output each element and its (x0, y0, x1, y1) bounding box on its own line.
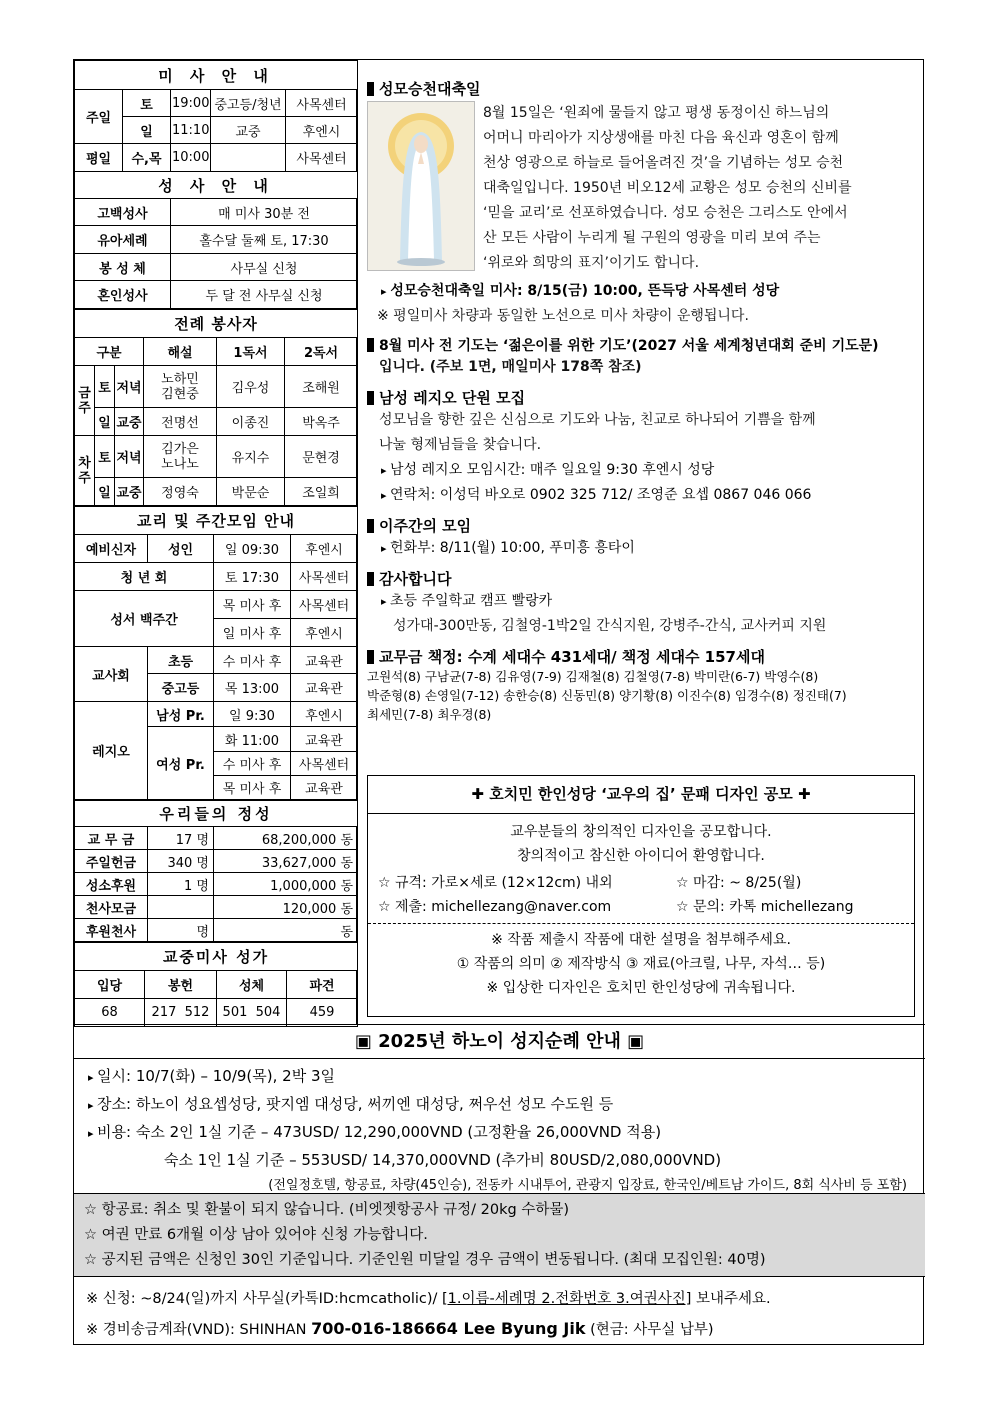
server-reader2: 박옥주 (285, 408, 358, 436)
legio-men-place: 후엔시 (291, 702, 358, 727)
pilgrimage-incl: (전일정호텔, 항공료, 차량(45인승), 전동카 시내투어, 관광지 입장료, 한국인/베트남 가이드, 8회 식사비 등 포함) (268, 1178, 907, 1193)
legio-women-time: 수 미사 후 (214, 752, 291, 776)
offering-name: 천사모금 (75, 896, 148, 919)
server-commentary: 정영숙 (144, 478, 217, 506)
hymn-header: 봉헌 (145, 971, 217, 999)
mass-group: 평일 (75, 144, 123, 172)
pilgrimage-section (74, 1024, 925, 1346)
server-mass: 교중 (115, 408, 144, 436)
account-b: 700-016-186664 Lee Byung Jik (311, 1319, 586, 1338)
server-commentary: 김가은 노나노 (144, 436, 217, 478)
offering-name: 주일헌금 (75, 850, 148, 873)
mass-time: 19:00 (171, 90, 211, 117)
assumption-line: 천상 영광으로 하늘로 들어올려진 것’을 기념하는 성모 승천 (483, 155, 844, 171)
thanks-detail: 성가대-300만동, 김철영-1박2일 간식지원, 강병주-간식, 교사커피 지원 (393, 618, 827, 634)
offering-count: 17 명 (148, 827, 214, 850)
mass-title: 미 사 안 내 (75, 61, 358, 90)
sacrament-name: 고백성사 (75, 199, 171, 226)
warning-line: ☆ 항공료: 취소 및 환불이 되지 않습니다. (비엣젯항공사 규정/ 20kg 수하물) (84, 1202, 570, 1218)
teachers-place: 교육관 (291, 647, 358, 674)
legio-women-time: 화 11:00 (214, 727, 291, 752)
legio-men-time: 일 9:30 (214, 702, 291, 727)
server-day: 일 (95, 478, 115, 506)
teachers-type: 초등 (148, 647, 214, 674)
teachers-time: 수 미사 후 (214, 647, 291, 674)
legio-heading: 남성 레지오 단원 모집 (367, 387, 919, 408)
mary-illustration (368, 102, 474, 270)
meetings-title: 교리 및 주간모임 안내 (75, 507, 358, 535)
schedule-table (74, 60, 358, 309)
pilgrimage-line: ▸ 장소: 하노이 성요셉성당, 팟지엠 대성당, 써끼엔 대성당, 쩌우선 성모 수도원 등 (88, 1091, 911, 1119)
server-mass: 저녁 (115, 366, 144, 408)
prayer-line2: 입니다. (주보 1면, 매일미사 178쪽 참조) (379, 359, 642, 375)
assumption-line: ‘위로와 희망의 표지’이기도 합니다. (483, 255, 700, 271)
bible-place: 후엔시 (291, 619, 358, 647)
right-column (359, 60, 925, 1024)
legio-line: 나눌 형제님들을 찾습니다. (379, 437, 542, 453)
contest-box (367, 775, 915, 1017)
offering-name: 후원천사 (75, 919, 148, 942)
offering-amount: 1,000,000 동 (214, 873, 358, 896)
apply-line (86, 1285, 915, 1314)
server-day: 토 (95, 366, 115, 408)
catechumen-place: 후엔시 (291, 535, 358, 563)
contest-spec: ☆ 규격: 가로×세로 (12×12cm) 내외 (378, 875, 613, 891)
sacrament-name: 유아세례 (75, 226, 171, 254)
hymn-header: 파견 (287, 971, 358, 999)
sacrament-name: 봉 성 체 (75, 254, 171, 281)
youth-label: 청 년 회 (75, 563, 214, 591)
pilgrimage-line: ▸ 일시: 10/7(화) – 10/9(목), 2박 3일 (88, 1063, 911, 1091)
assumption-line: 어머니 마리아가 지상생애를 마친 다음 육신과 영혼이 함께 (483, 130, 839, 146)
teachers-place: 교육관 (291, 674, 358, 702)
hymn-header: 성체 (217, 971, 287, 999)
legio-meeting: ▸ 남성 레지오 모임시간: 매주 일요일 9:30 후엔시 성당 (367, 458, 919, 483)
apply-a: ※ 신청: ~8/24(일)까지 사무실(카톡ID:hcmcatholic)/ (86, 1291, 443, 1307)
teachers-time: 목 13:00 (214, 674, 291, 702)
contest-line: 교우분들의 창의적인 디자인을 공모합니다. (510, 824, 772, 840)
mass-place: 사목센터 (286, 90, 358, 117)
tithe-heading: 교무금 책정: 수계 세대수 431세대/ 책정 세대수 157세대 (367, 646, 919, 667)
offering-name: 성소후원 (75, 873, 148, 896)
bible-label: 성서 백주간 (75, 591, 214, 647)
offering-amount: 33,627,000 동 (214, 850, 358, 873)
bible-time: 일 미사 후 (214, 619, 291, 647)
tithe-line: 박준형(8) 손영일(7-12) 송한승(8) 신동민(8) 양기황(8) 이진수(8) 임경수(8) 정진태(7) (367, 688, 847, 703)
contest-title: ✚ 호치민 한인성당 ‘교우의 집’ 문패 디자인 공모 ✚ (368, 776, 914, 814)
sacrament-title: 성 사 안 내 (75, 172, 358, 199)
servers-header: 2독서 (285, 338, 358, 366)
hymn-value: 217 512 (145, 999, 217, 1027)
server-day: 토 (95, 436, 115, 478)
server-reader2: 조일희 (285, 478, 358, 506)
mass-target: 교중 (211, 117, 286, 144)
hymn-value: 68 (75, 999, 145, 1027)
teachers-type: 중고등 (148, 674, 214, 702)
prayer-line1: 8월 미사 전 기도는 ‘젊은이를 위한 기도’(2027 서울 세계청년대회 준비 기도문) (367, 335, 919, 355)
sacrament-value: 홀수달 둘째 토, 17:30 (171, 226, 358, 254)
offering-title: 우리들의 정성 (75, 801, 358, 827)
mass-day: 일 (123, 117, 171, 144)
contest-note: ① 작품의 의미 ② 제작방식 ③ 재료(아크릴, 나무, 자석… 등) (456, 956, 826, 972)
contest-note: ※ 입상한 디자인은 호치민 한인성당에 귀속됩니다. (486, 980, 796, 996)
server-reader1: 이종진 (217, 408, 285, 436)
legio-women-place: 교육관 (291, 727, 358, 752)
server-reader2: 조해원 (285, 366, 358, 408)
assumption-line: 8월 15일은 ‘원죄에 물들지 않고 평생 동정이신 하느님의 (483, 105, 830, 121)
offering-amount: 68,200,000 동 (214, 827, 358, 850)
servers-header: 해설 (144, 338, 217, 366)
warning-line: ☆ 공지된 금액은 신청인 30인 기준입니다. 기준인원 미달일 경우 금액이 변동됩니다. (최대 모집인원: 40명) (84, 1252, 766, 1268)
sacrament-name: 혼인성사 (75, 281, 171, 309)
server-mass: 교중 (115, 478, 144, 506)
server-reader2: 문현경 (285, 436, 358, 478)
sacrament-value: 매 미사 30분 전 (171, 199, 358, 226)
server-reader1: 박문순 (217, 478, 285, 506)
sacrament-value: 두 달 전 사무실 신청 (171, 281, 358, 309)
assumption-note: ※ 평일미사 차량과 동일한 노선으로 미사 차량이 운행됩니다. (377, 308, 749, 324)
mass-time: 11:10 (171, 117, 211, 144)
contest-line: 창의적이고 참신한 아이디어 환영합니다. (517, 848, 765, 864)
offering-count (148, 896, 214, 919)
weekly-item: ▸ 헌화부: 8/11(월) 10:00, 푸미흥 흥타이 (367, 536, 919, 561)
apply-c: 보내주세요. (691, 1291, 771, 1307)
bulletin-page (73, 59, 924, 1345)
offering-count: 340 명 (148, 850, 214, 873)
offering-count: 1 명 (148, 873, 214, 896)
youth-place: 사목센터 (291, 563, 358, 591)
mass-place: 사목센터 (286, 144, 358, 172)
youth-time: 토 17:30 (214, 563, 291, 591)
account-line (86, 1314, 915, 1345)
assumption-line: ‘믿을 교리’로 선포하였습니다. 성모 승천은 그리스도 안에서 (483, 205, 848, 221)
legio-women-time: 목 미사 후 (214, 776, 291, 800)
hymns-title: 교중미사 성가 (75, 943, 358, 971)
legio-women-type: 여성 Pr. (148, 727, 214, 800)
hymn-header: 입당 (75, 971, 145, 999)
assumption-mass: ▸ 성모승천대축일 미사: 8/15(금) 10:00, 뜬득당 사목센터 성당 (367, 279, 919, 304)
servers-header: 1독서 (217, 338, 285, 366)
pilgrimage-title: ▣ 2025년 하노이 성지순례 안내 ▣ (74, 1025, 925, 1059)
tithe-line: 최세민(7-8) 최우경(8) (367, 707, 492, 722)
contest-submit: ☆ 제출: michellezang@naver.com (378, 899, 612, 915)
legio-women-place: 사목센터 (291, 752, 358, 776)
assumption-heading: 성모승천대축일 (367, 78, 919, 99)
tithe-line: 고원석(8) 구남균(7-8) 김유영(7-9) 김재철(8) 김철영(7-8) 박미란(6-7) 박영수(8) (367, 669, 819, 684)
legio-label: 레지오 (75, 702, 148, 800)
legio-women-place: 교육관 (291, 776, 358, 800)
sacrament-value: 사무실 신청 (171, 254, 358, 281)
week-label: 금주 (75, 366, 95, 436)
legio-contact: ▸ 연락처: 이성덕 바오로 0902 325 712/ 조영준 요셉 0867 046 066 (367, 483, 919, 508)
catechumen-time: 일 09:30 (214, 535, 291, 563)
account-c: (현금: 사무실 납부) (585, 1322, 714, 1338)
meetings-table (74, 506, 358, 800)
catechumen-type: 성인 (148, 535, 214, 563)
offering-name: 교 무 금 (75, 827, 148, 850)
offering-amount: 120,000 동 (214, 896, 358, 919)
offering-table (74, 800, 358, 942)
apply-b: [1.이름-세례명 2.전화번호 3.여권사진] (442, 1291, 692, 1307)
mass-time: 10:00 (171, 144, 211, 172)
weekly-heading: 이주간의 모임 (367, 515, 919, 536)
hymn-value: 459 (287, 999, 358, 1027)
servers-table (74, 309, 358, 506)
thanks-heading: 감사합니다 (367, 568, 919, 589)
offering-count: 명 (148, 919, 214, 942)
assumption-line: 대축일입니다. 1950년 비오12세 교황은 성모 승천의 신비를 (483, 180, 852, 196)
contest-inquiry: ☆ 문의: 카톡 michellezang (676, 899, 854, 915)
server-reader1: 유지수 (217, 436, 285, 478)
mass-place: 후엔시 (286, 117, 358, 144)
pilgrimage-cost2: 숙소 1인 1실 기준 – 553USD/ 14,370,000VND (추가비 80USD/2,080,000VND) (164, 1151, 722, 1169)
offering-amount: 동 (214, 919, 358, 942)
server-day: 일 (95, 408, 115, 436)
account-a: ※ 경비송금계좌(VND): SHINHAN (86, 1322, 312, 1338)
week-label: 차주 (75, 436, 95, 506)
contest-note: ※ 작품 제출시 작품에 대한 설명을 첨부해주세요. (491, 932, 791, 948)
thanks-item: ▸ 초등 주일학교 캠프 빨랑카 (367, 589, 919, 614)
mass-day: 토 (123, 90, 171, 117)
teachers-label: 교사회 (75, 647, 148, 702)
bible-time: 목 미사 후 (214, 591, 291, 619)
mass-target (211, 144, 286, 172)
mass-day: 수,목 (123, 144, 171, 172)
server-reader1: 김우성 (217, 366, 285, 408)
server-commentary: 전명선 (144, 408, 217, 436)
catechumen-label: 예비신자 (75, 535, 148, 563)
pilgrimage-warnings (74, 1193, 925, 1277)
bible-place: 사목센터 (291, 591, 358, 619)
left-column (74, 60, 357, 1024)
hymns-table (74, 942, 358, 1027)
servers-title: 전례 봉사자 (75, 310, 358, 338)
contest-deadline: ☆ 마감: ~ 8/25(월) (676, 875, 802, 891)
assumption-line: 산 모든 사람이 누리게 될 구원의 영광을 미리 보여 주는 (483, 230, 821, 246)
server-commentary: 노하민 김현중 (144, 366, 217, 408)
server-mass: 저녁 (115, 436, 144, 478)
servers-header: 구분 (75, 338, 144, 366)
legio-men-type: 남성 Pr. (148, 702, 214, 727)
hymn-value: 501 504 (217, 999, 287, 1027)
pilgrimage-line: ▸ 비용: 숙소 2인 1실 기준 – 473USD/ 12,290,000VND (고정환율 26,000VND 적용) (88, 1119, 911, 1147)
mass-target: 중고등/청년 (211, 90, 286, 117)
legio-line: 성모님을 향한 깊은 신심으로 기도와 나눔, 친교로 하나되어 기쁨을 함께 (379, 412, 816, 428)
mary-image (367, 101, 475, 271)
warning-line: ☆ 여권 만료 6개월 이상 남아 있어야 신청 가능합니다. (84, 1227, 428, 1243)
mass-group: 주일 (75, 90, 123, 144)
